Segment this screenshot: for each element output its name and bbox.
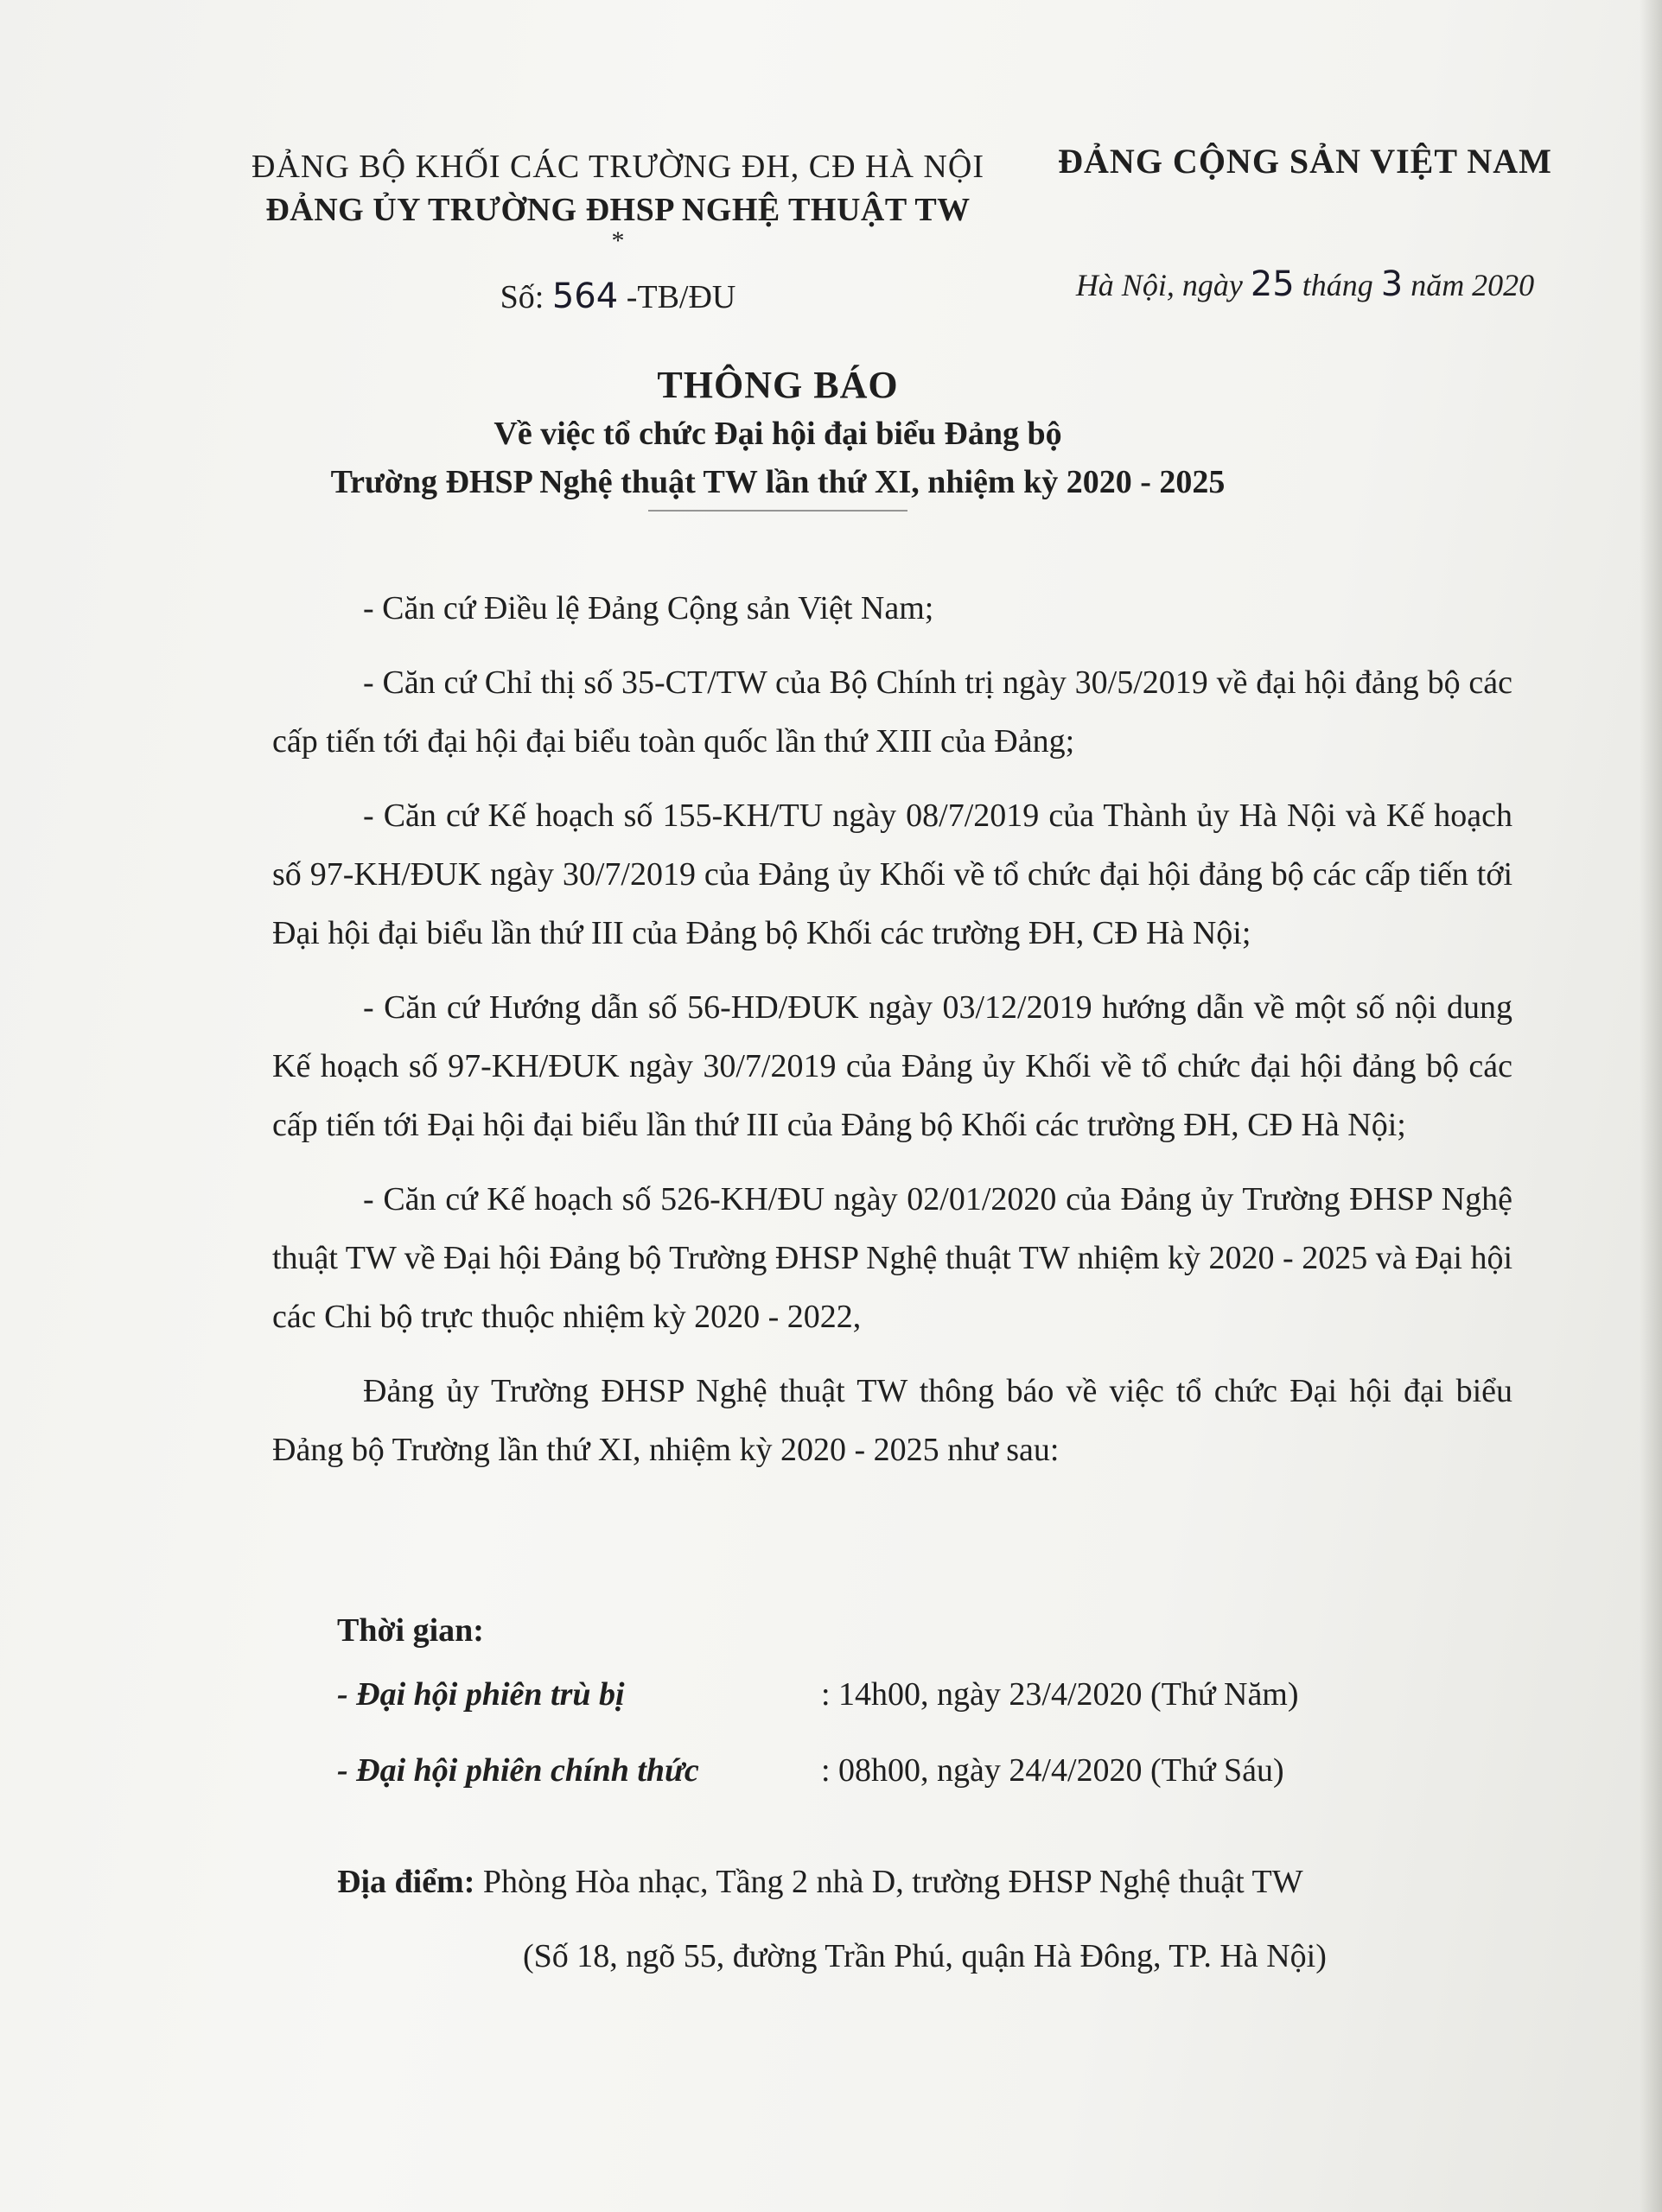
schedule-label: - Đại hội phiên trù bị [337, 1676, 625, 1713]
party-name: ĐẢNG CỘNG SẢN VIỆT NAM [1058, 142, 1552, 181]
document-body [272, 579, 1512, 1495]
location-address: (Số 18, ngõ 55, đường Trần Phú, quận Hà Đông, TP. Hà Nội) [523, 1938, 1327, 1974]
date-prefix: Hà Nội, ngày [1075, 268, 1243, 302]
body-paragraph: Đảng ủy Trường ĐHSP Nghệ thuật TW thông báo về việc tổ chức Đại hội đại biểu Đảng bộ Trường lần thứ XI, nhiệm kỳ 2020 - 2025 như sau: [272, 1373, 1512, 1468]
header-star: * [611, 226, 625, 255]
body-paragraph: - Căn cứ Chỉ thị số 35-CT/TW của Bộ Chính trị ngày 30/5/2019 về đại hội đảng bộ các cấp tiến tới đại hội đại biểu toàn quốc lần thứ XIII của Đảng; [272, 664, 1512, 760]
date-month-label: tháng [1302, 268, 1373, 302]
title-underline [648, 510, 907, 512]
body-paragraph: - Căn cứ Kế hoạch số 526-KH/ĐU ngày 02/01/2020 của Đảng ủy Trường ĐHSP Nghệ thuật TW về Đại hội Đảng bộ Trường ĐHSP Nghệ thuật TW nhiệm kỳ 2020 - 2025 và Đại hội các Chi bộ trực thuộc nhiệm kỳ 2020 - 2022, [272, 1181, 1512, 1335]
location-label: Địa điểm: [337, 1864, 475, 1900]
parent-organization: ĐẢNG BỘ KHỐI CÁC TRƯỜNG ĐH, CĐ HÀ NỘI [252, 149, 984, 185]
document-number-suffix: -TB/ĐU [626, 279, 736, 315]
schedule-row [337, 1656, 1547, 1732]
document-number-prefix: Số: [500, 279, 544, 315]
issuing-organization: ĐẢNG ỦY TRƯỜNG ĐHSP NGHỆ THUẬT TW [265, 192, 971, 228]
schedule-section [337, 1605, 1547, 1808]
body-paragraph: - Căn cứ Điều lệ Đảng Cộng sản Việt Nam; [363, 590, 934, 626]
document-subtitle-line1: Về việc tổ chức Đại hội đại biểu Đảng bộ [494, 416, 1062, 452]
schedule-value: : 08h00, ngày 24/4/2020 (Thứ Sáu) [821, 1752, 1284, 1789]
schedule-heading: Thời gian: [337, 1612, 484, 1649]
document-subtitle-line2: Trường ĐHSP Nghệ thuật TW lần thứ XI, nhiệm kỳ 2020 - 2025 [330, 464, 1226, 500]
body-paragraph: - Căn cứ Hướng dẫn số 56-HD/ĐUK ngày 03/12/2019 hướng dẫn về một số nội dung Kế hoạch số 97-KH/ĐUK ngày 30/7/2019 của Đảng ủy Khối về tổ chức đại hội đảng bộ các cấp tiến tới Đại hội đại biểu lần thứ III của Đảng bộ Khối các trường ĐH, CĐ Hà Nội; [272, 989, 1512, 1143]
body-paragraph: - Căn cứ Kế hoạch số 155-KH/TU ngày 08/7/2019 của Thành ủy Hà Nội và Kế hoạch số 97-KH/ĐUK ngày 30/7/2019 của Đảng ủy Khối về tổ chức đại hội đảng bộ các cấp tiến tới Đại hội đại biểu lần thứ III của Đảng bộ Khối các trường ĐH, CĐ Hà Nội; [272, 798, 1512, 951]
schedule-label: - Đại hội phiên chính thức [337, 1752, 699, 1789]
document-title: THÔNG BÁO [657, 364, 899, 406]
date-month-handwritten: 3 [1380, 264, 1404, 304]
schedule-value: : 14h00, ngày 23/4/2020 (Thứ Năm) [821, 1676, 1299, 1713]
issuer-header [220, 145, 1016, 319]
date-year: năm 2020 [1410, 268, 1535, 302]
document-title-block [216, 361, 1340, 512]
page-edge-shadow [1640, 0, 1662, 2212]
location-value: Phòng Hòa nhạc, Tầng 2 nhà D, trường ĐHSP Nghệ thuật TW [482, 1864, 1303, 1900]
date-day-handwritten: 25 [1250, 264, 1295, 304]
issue-date [1028, 263, 1582, 307]
document-number-handwritten: 564 [551, 276, 619, 316]
location-line [337, 1845, 1547, 1919]
schedule-row [337, 1732, 1547, 1808]
nation-header [1028, 140, 1582, 307]
location-section [337, 1845, 1547, 1993]
document-number [220, 275, 1016, 319]
